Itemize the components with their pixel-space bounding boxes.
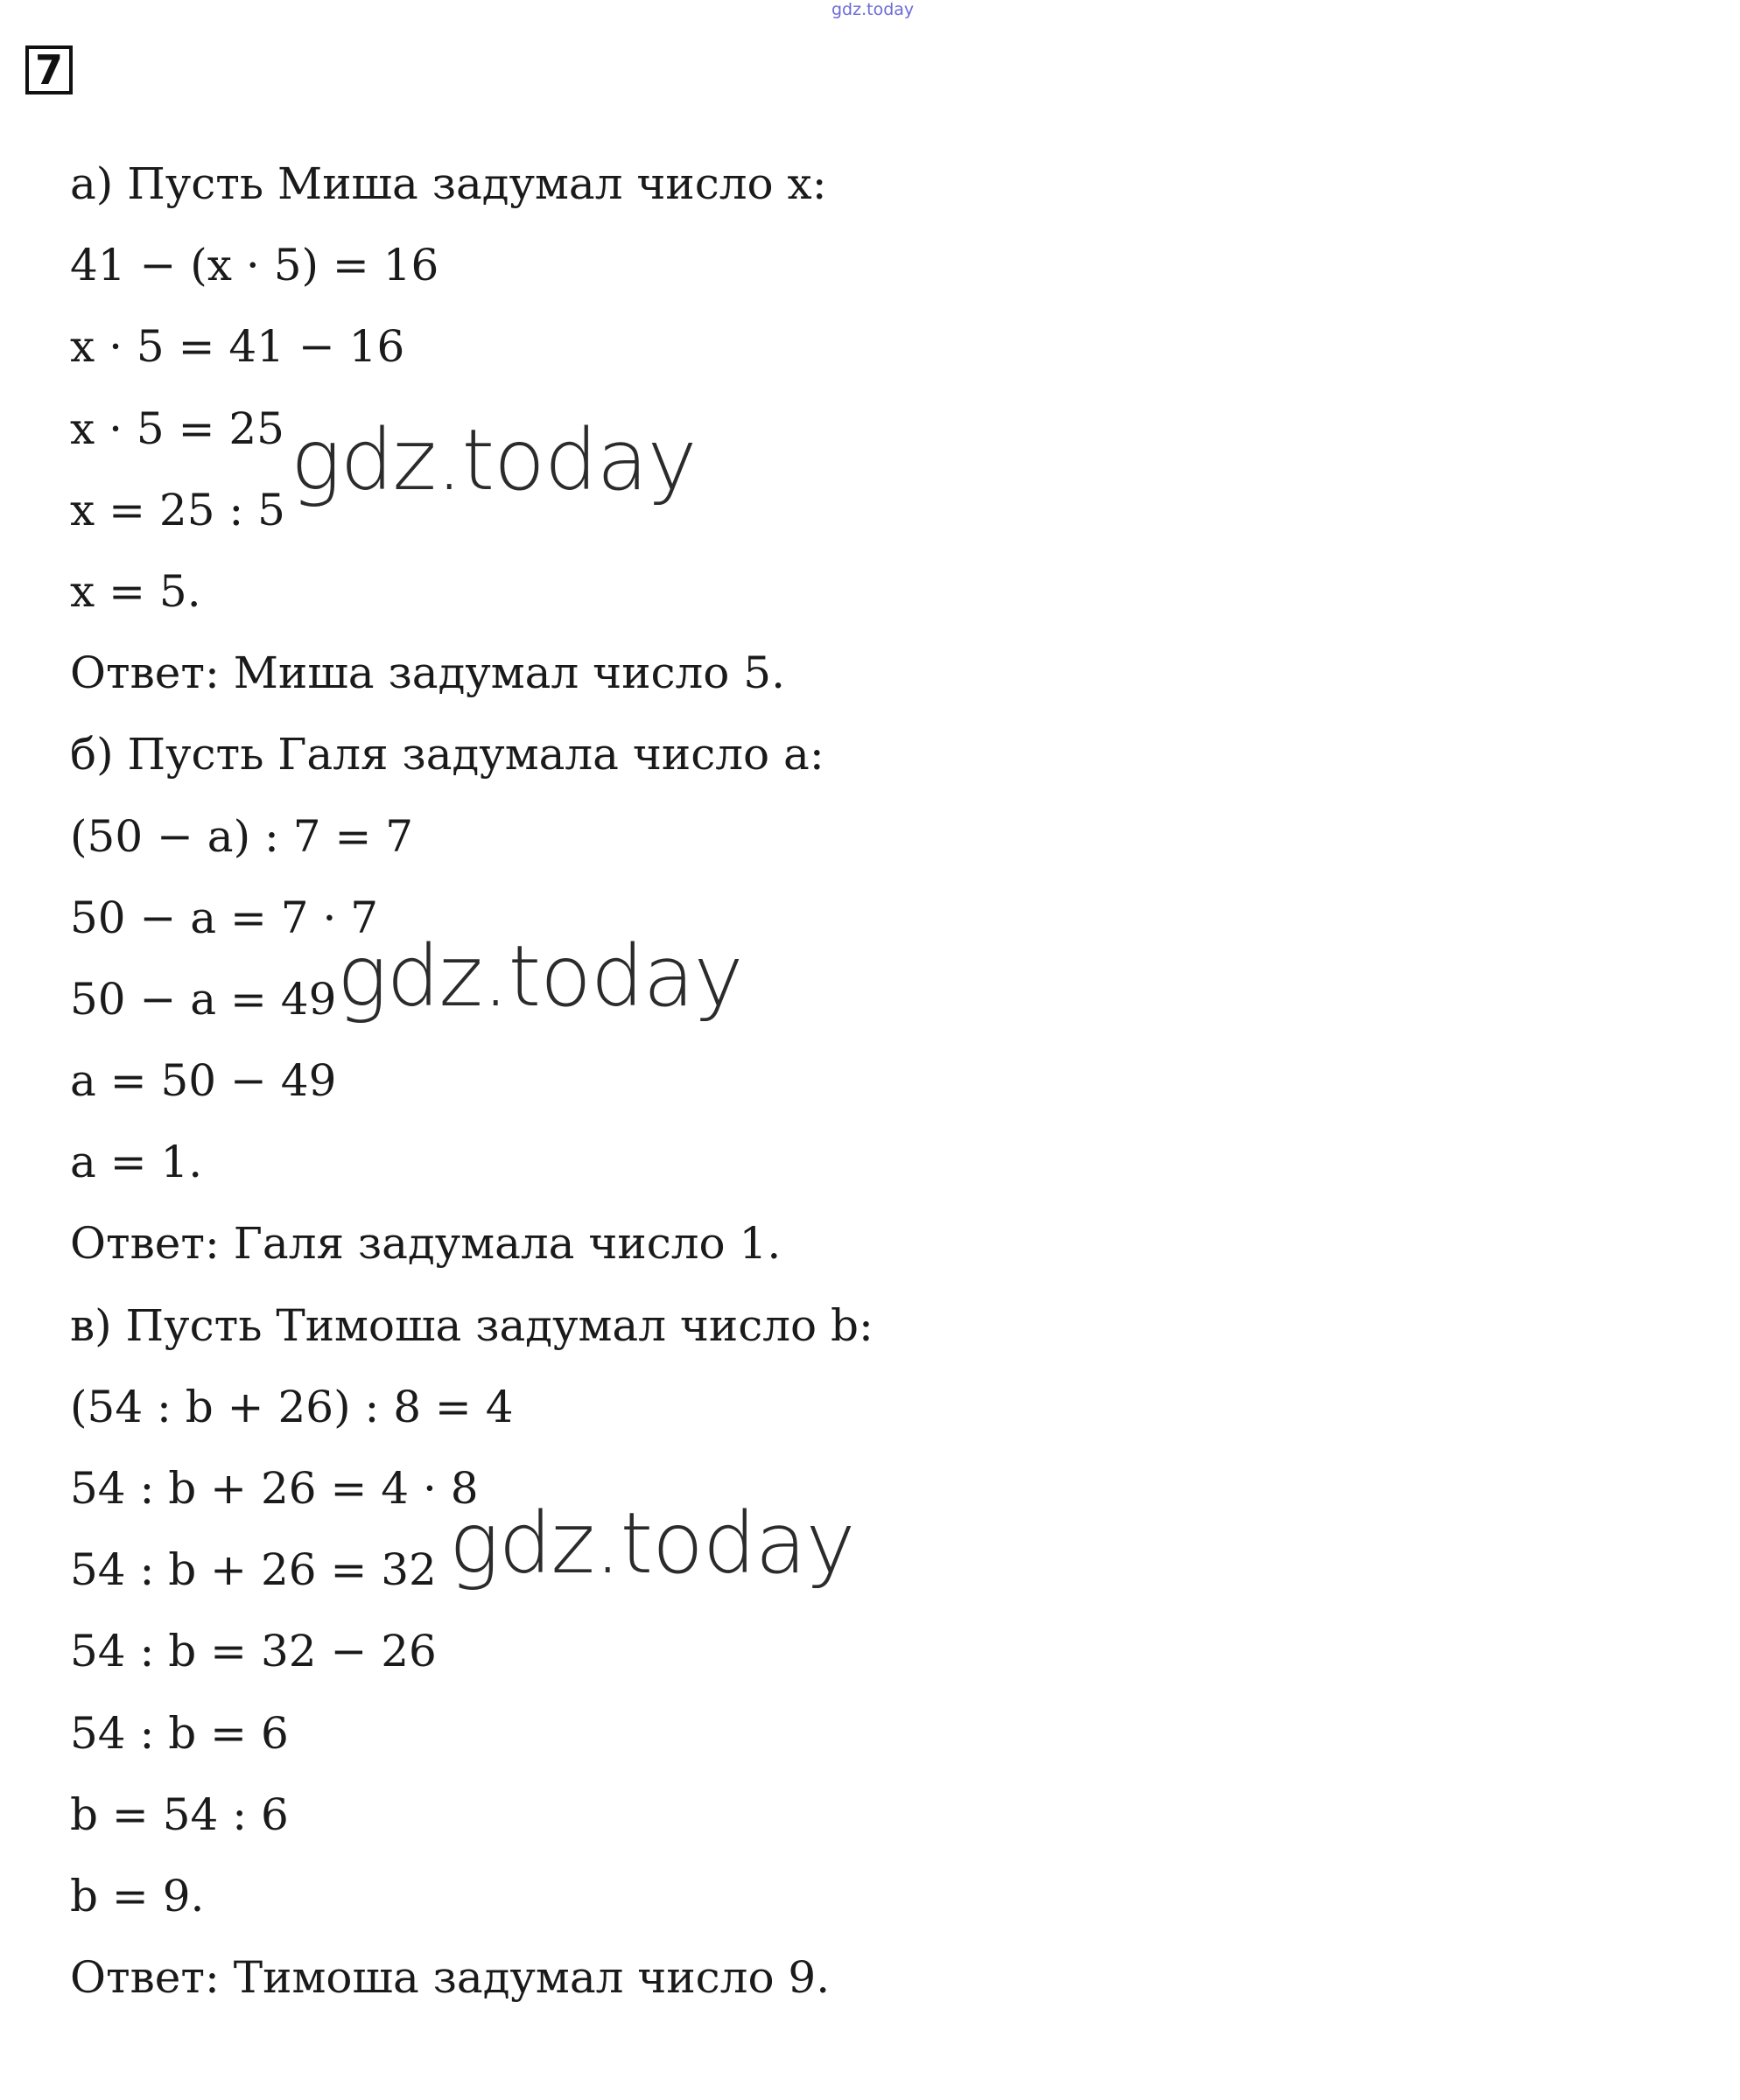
equation-line: b = 9.	[70, 1870, 205, 1922]
part-c-heading: в) Пусть Тимоша задумал число b:	[70, 1299, 874, 1351]
equation-line: (54 : b + 26) : 8 = 4	[70, 1381, 514, 1432]
part-a-heading: а) Пусть Миша задумал число x:	[70, 158, 827, 209]
part-b-heading: б) Пусть Галя задумала число a:	[70, 729, 824, 780]
equation-line: x · 5 = 25	[70, 402, 284, 454]
watermark-text: gdz.today	[337, 928, 743, 1026]
equation-line: x · 5 = 41 − 16	[70, 321, 405, 373]
equation-line: b = 54 : 6	[70, 1788, 289, 1840]
equation-line: 54 : b + 26 = 32	[70, 1544, 437, 1596]
equation-line: (50 − a) : 7 = 7	[70, 810, 414, 862]
equation-line: x = 25 : 5	[70, 484, 285, 536]
part-c-answer: Ответ: Тимоша задумал число 9.	[70, 1952, 831, 2004]
equation-line: 54 : b + 26 = 4 · 8	[70, 1463, 479, 1514]
equation-line: 54 : b = 32 − 26	[70, 1626, 437, 1677]
equation-line: a = 50 − 49	[70, 1055, 337, 1107]
task-number-box: 7	[25, 46, 73, 94]
equation-line: 50 − a = 49	[70, 973, 337, 1025]
equation-line: a = 1.	[70, 1137, 203, 1188]
equation-line: 41 − (x · 5) = 16	[70, 240, 439, 291]
watermark-text: gdz.today	[449, 1494, 855, 1592]
watermark-text: gdz.today	[291, 411, 697, 509]
part-a-answer: Ответ: Миша задумал число 5.	[70, 648, 785, 699]
equation-line: x = 5.	[70, 565, 201, 617]
part-b-answer: Ответ: Галя задумала число 1.	[70, 1218, 782, 1270]
equation-line: 50 − a = 7 · 7	[70, 892, 379, 943]
source-watermark: gdz.today	[831, 0, 915, 19]
equation-line: 54 : b = 6	[70, 1707, 289, 1759]
